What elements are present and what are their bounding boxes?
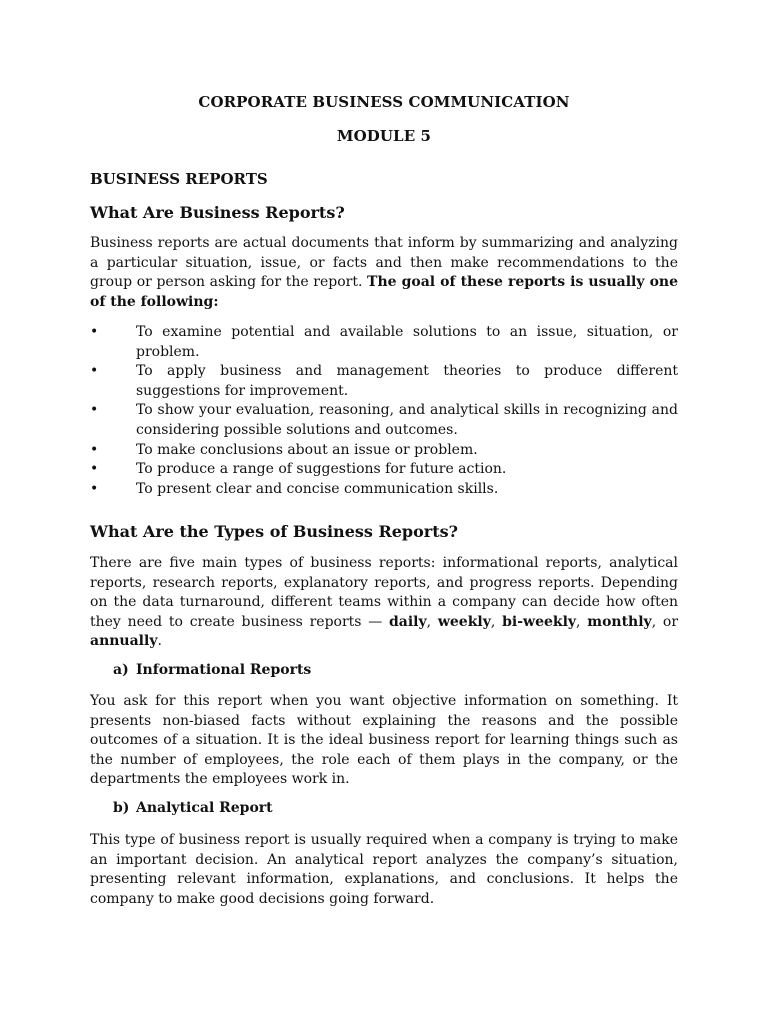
subsection-marker: b) [113,800,130,816]
subsection-heading-analytical [113,800,273,816]
bullet-marker: • [90,402,99,419]
list-item-text: To apply business and management theories to produce different suggestions for improvement. [136,363,678,399]
list-item-text: To show your evaluation, reasoning, and analytical skills in recognizing and considering possible solutions and outcomes. [136,402,678,438]
frequency-daily: daily [388,613,427,630]
list-item [90,460,678,480]
bullet-marker: • [90,324,99,340]
bullet-marker: • [90,363,99,380]
subsection-title: Analytical Report [136,800,273,816]
types-paragraph-text: There are five main types of business reports: informational reports, analytical reports, research reports, explanatory reports, and progress reports. Depending on the data turnaround, different teams within a company can decide how often they need to create business reports — [90,555,678,630]
informational-paragraph: You ask for this report when you want objective information on something. It presents non-biased facts without explaining the reasons and the possible outcomes of a situation. It is the ideal business report for learning things such as the number of employees, the role each of them plays in the company, or the departments the employees work in. [90,693,678,788]
separator: , or [651,613,679,630]
list-item-text: To make conclusions about an issue or problem. [136,441,478,458]
question-heading-types-of-business-reports: What Are the Types of Business Reports? [90,522,458,541]
subsection-title: Informational Reports [136,662,312,678]
frequency-monthly: monthly [587,613,652,630]
bullet-marker: • [90,461,99,478]
separator: , [576,613,588,630]
list-item [90,323,678,362]
separator: , [490,613,503,630]
bullet-marker: • [90,480,99,497]
separator: , [426,613,438,630]
question-heading-what-are-business-reports: What Are Business Reports? [90,203,345,222]
list-item-text: To produce a range of suggestions for future action. [136,461,507,478]
intro-paragraph [90,234,678,312]
list-item [90,441,678,461]
list-item [90,480,678,500]
frequency-annually: annually [90,633,158,650]
bullet-marker: • [90,441,99,458]
sentence-end: . [157,633,162,650]
analytical-paragraph: This type of business report is usually required when a company is trying to make an important decision. An analytical report analyzes the company’s situation, presenting relevant information, explanations, and conclusions. It helps the company to make good decisions going forward. [90,832,678,907]
frequency-biweekly: bi-weekly [502,613,577,630]
frequency-weekly: weekly [437,613,491,630]
types-paragraph [90,554,678,652]
subsection-marker: a) [113,662,129,678]
list-item-text: To examine potential and available solutions to an issue, situation, or problem. [136,324,678,360]
document-title: CORPORATE BUSINESS COMMUNICATION [198,93,570,111]
subsection-heading-informational [113,662,311,678]
intro-paragraph-bold: The goal of these reports is usually one of the following: [90,274,678,310]
list-item [90,401,678,440]
module-label: MODULE 5 [336,127,432,145]
list-item [90,362,678,401]
list-item-text: To present clear and concise communication skills. [136,480,499,497]
section-heading: BUSINESS REPORTS [90,170,268,188]
goals-list [90,323,678,499]
intro-paragraph-text: Business reports are actual documents that inform by summarizing and analyzing a particular situation, issue, or facts and then make recommendations to the group or person asking for the report. [90,235,678,291]
